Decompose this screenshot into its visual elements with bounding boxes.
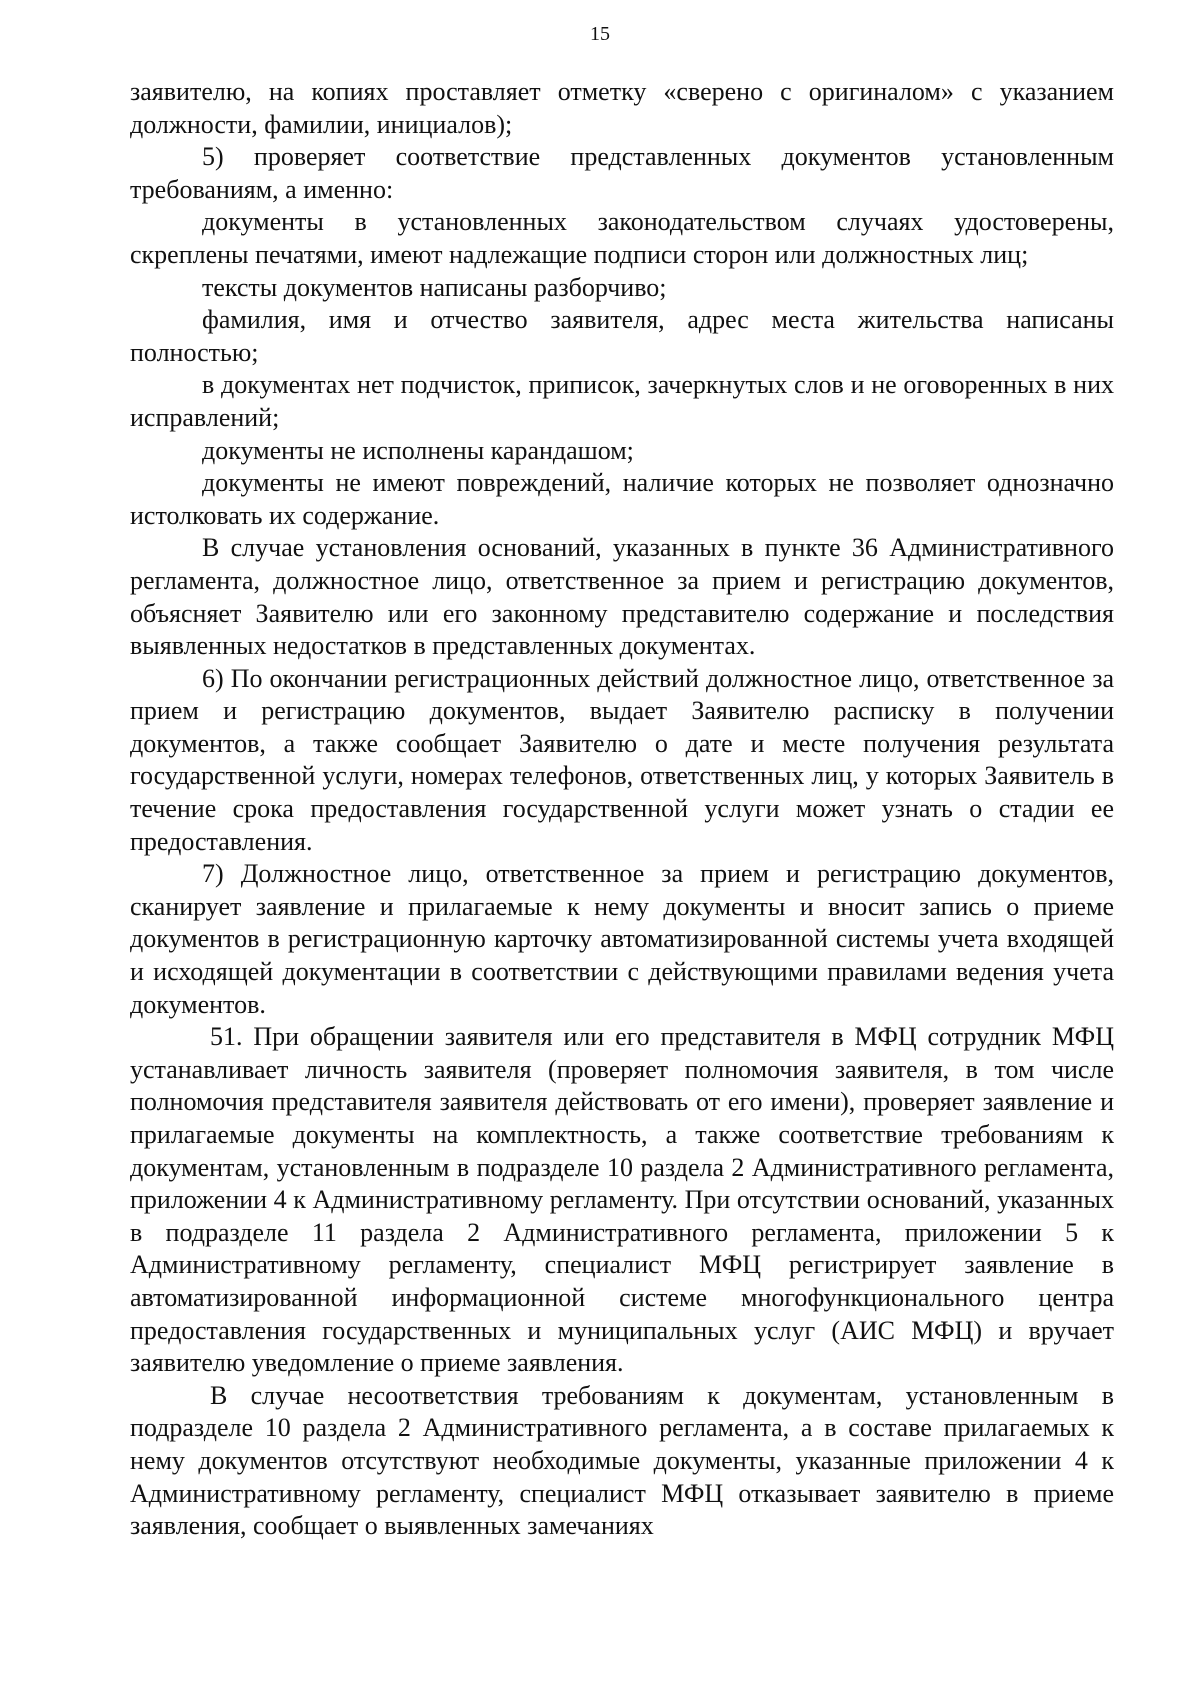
paragraph-clause-51: 51. При обращении заявителя или его представителя в МФЦ сотрудник МФЦ устанавливает личность заявителя (проверяет полномочия заявителя, в том числе полномочия представителя заявителя действовать от его имени), проверяет заявление и прилагаемые документы на комплектность, а также соответствие требованиям к документам, установленным в подразделе 10 раздела 2 Административного регламента, приложении 4 к Административному регламенту. При отсутствии оснований, указанных в подразделе 11 раздела 2 Административного регламента, приложении 5 к Административному регламенту, специалист МФЦ регистрирует заявление в автоматизированной информационной системе многофункционального центра предоставления государственных и муниципальных услуг (АИС МФЦ) и вручает заявителю уведомление о приеме заявления. <box>130 1022 1114 1378</box>
paragraph-item-5: 5) проверяет соответствие представленных документов установленным требованиям, а именно: <box>130 142 1114 204</box>
paragraph-requirement-full-name: фамилия, имя и отчество заявителя, адрес места жительства написаны полностью; <box>130 305 1114 367</box>
paragraph-item-6: 6) По окончании регистрационных действий должностное лицо, ответственное за прием и регистрацию документов, выдает Заявителю расписку в получении документов, а также сообщает Заявителю о дате и месте получения результата государственной услуги, номерах телефонов, ответственных лиц, у которых Заявитель в течение срока предоставления государственной услуги может узнать о стадии ее предоставления. <box>130 663 1114 856</box>
paragraph-requirement-certified: документы в установленных законодательством случаях удостоверены, скреплены печатями, имеют надлежащие подписи сторон или должностных лиц; <box>130 207 1114 269</box>
paragraph-item-7: 7) Должностное лицо, ответственное за прием и регистрацию документов, сканирует заявление и прилагаемые к нему документы и вносит запись о приеме документов в регистрационную карточку автоматизированной системы учета входящей и исходящей документации в соответствии с действующими правилами ведения учета документов. <box>130 859 1114 1019</box>
paragraph-grounds-explanation: В случае установления оснований, указанных в пункте 36 Административного регламента, должностное лицо, ответственное за прием и регистрацию документов, объясняет Заявителю или его законному представителю содержание и последствия выявленных недостатков в представленных документах. <box>130 533 1114 661</box>
page-number: 15 <box>590 23 610 45</box>
paragraph-nonconformity: В случае несоответствия требованиям к документам, установленным в подразделе 10 раздела 2 Административного регламента, а в составе прилагаемых к нему документов отсутствуют необходимые документы, указанные приложении 4 к Административному регламенту, специалист МФЦ отказывает заявителю в приеме заявления, сообщает о выявленных замечаниях <box>130 1380 1114 1541</box>
paragraph-requirement-no-erasures: в документах нет подчисток, приписок, зачеркнутых слов и не оговоренных в них исправлений; <box>130 370 1114 432</box>
paragraph-continuation: заявителю, на копиях проставляет отметку «сверено с оригиналом» с указанием должности, фамилии, инициалов); <box>130 77 1114 139</box>
document-body <box>130 76 1114 1543</box>
paragraph-requirement-not-pencil: документы не исполнены карандашом; <box>202 435 634 465</box>
paragraph-requirement-no-damage: документы не имеют повреждений, наличие которых не позволяет однозначно истолковать их содержание. <box>130 468 1114 530</box>
paragraph-requirement-legible: тексты документов написаны разборчиво; <box>202 272 667 302</box>
